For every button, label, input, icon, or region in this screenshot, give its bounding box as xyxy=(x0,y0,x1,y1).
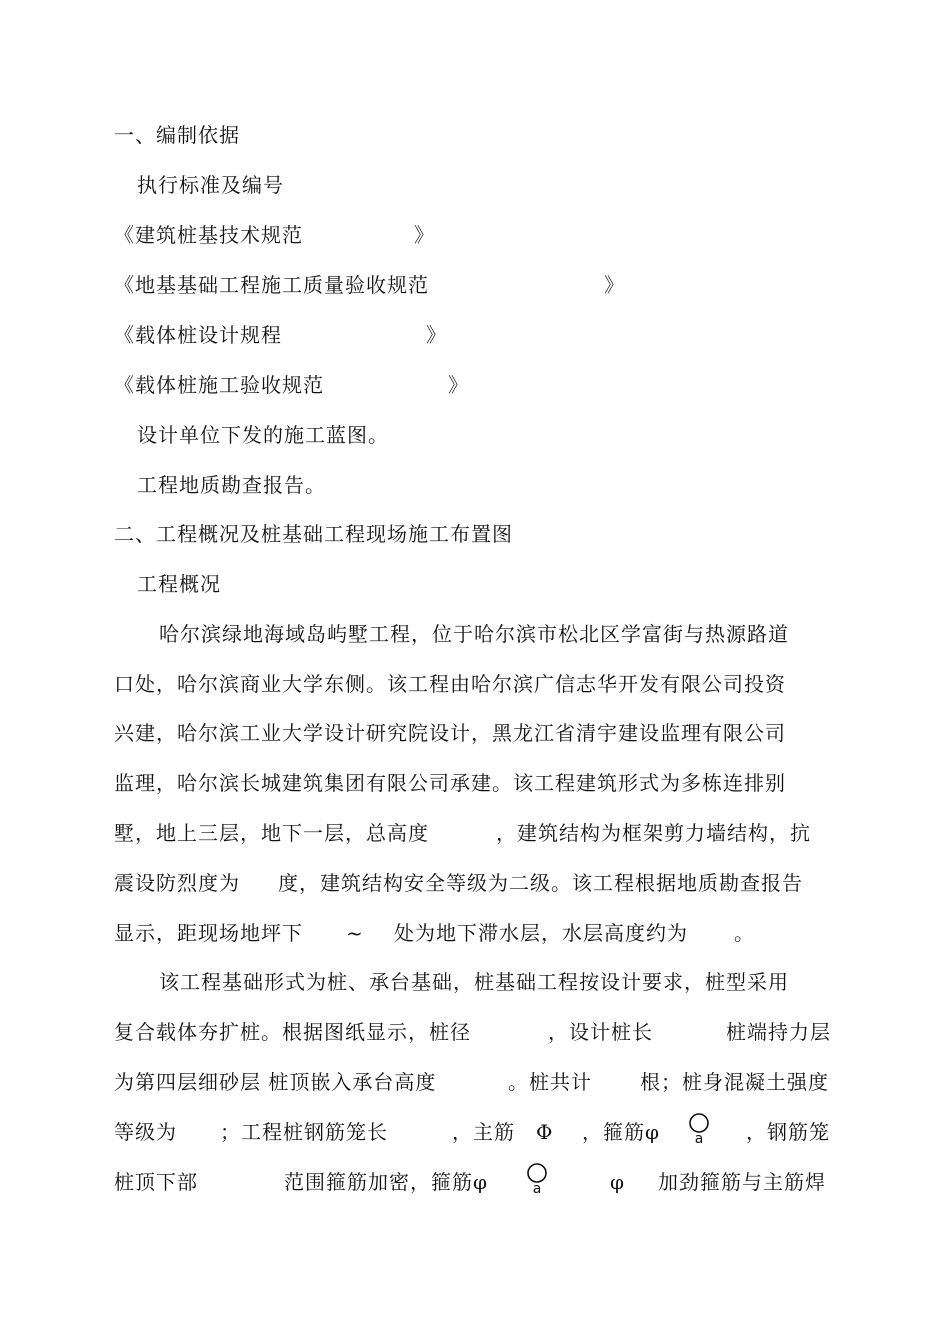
paragraph2-line: 等级为 xyxy=(114,1120,177,1144)
paragraph2-line: 加劲箍筋与主筋焊 xyxy=(658,1170,826,1194)
paragraph1-line: ，建筑结构为框架剪力墙结构，抗 xyxy=(496,821,811,845)
item-blueprint: 设计单位下发的施工蓝图。 xyxy=(137,423,389,447)
paragraph2-line: 。桩共计 xyxy=(508,1070,592,1094)
rebar-grade-icon xyxy=(524,1162,550,1196)
paragraph2-line: 复合载体夯扩桩。根据图纸显示，桩径 xyxy=(114,1020,471,1044)
paragraph2-line: 范围箍筋加密，箍筋φ xyxy=(284,1170,489,1194)
paragraph2-line: 为第四层细砂层 桩顶嵌入承台高度 xyxy=(114,1070,437,1094)
paragraph2-line: ，钢筋笼 xyxy=(746,1120,830,1144)
ref-close-quote: 》 xyxy=(414,223,434,247)
overview-title: 工程概况 xyxy=(137,572,221,596)
paragraph1-line: 口处，哈尔滨商业大学东侧。该工程由哈尔滨广信志华开发有限公司投资 xyxy=(114,672,786,696)
section1-heading: 一、编制依据 xyxy=(114,123,240,147)
rebar-grade-letter: a xyxy=(532,1181,542,1196)
paragraph2-line: 该工程基础形式为桩、承台基础，桩基础工程按设计要求，桩型采用 xyxy=(159,970,789,994)
rebar-grade-letter: a xyxy=(694,1131,704,1146)
paragraph1-line: 度，建筑结构安全等级为二级。该工程根据地质勘查报告 xyxy=(278,871,803,895)
paragraph2-line: ，设计桩长 xyxy=(548,1020,653,1044)
ref-pile-foundation-code: 《建筑桩基技术规范 xyxy=(114,223,303,247)
ref-close-quote: 》 xyxy=(426,323,446,347)
ref-carrier-pile-design: 《载体桩设计规程 xyxy=(114,323,282,347)
ref-close-quote: 》 xyxy=(604,273,624,297)
paragraph2-line: 桩端持力层 xyxy=(726,1020,831,1044)
rebar-grade-icon xyxy=(686,1112,712,1146)
ref-close-quote: 》 xyxy=(448,373,468,397)
paragraph2-line: 桩顶下部 xyxy=(114,1170,198,1194)
paragraph2-line: ；工程桩钢筋笼长 xyxy=(220,1120,388,1144)
section2-heading: 二、工程概况及桩基础工程现场施工布置图 xyxy=(114,522,513,546)
paragraph2-line: ，主筋 xyxy=(452,1120,515,1144)
paragraph1-line: 震设防烈度为 xyxy=(114,871,240,895)
paragraph2-line: 根；桩身混凝土强度 xyxy=(640,1070,829,1094)
paragraph1-line: 处为地下滞水层，水层高度约为 xyxy=(394,921,688,945)
tilde: ~ xyxy=(346,921,364,945)
paragraph1-line: 显示，距现场地坪下 xyxy=(114,921,303,945)
paragraph1-line: 监理，哈尔滨长城建筑集团有限公司承建。该工程建筑形式为多栋连排别 xyxy=(114,771,786,795)
standards-title: 执行标准及编号 xyxy=(137,173,284,197)
period: 。 xyxy=(734,921,755,945)
paragraph2-line: ，箍筋φ xyxy=(582,1120,661,1144)
ref-foundation-acceptance-code: 《地基基础工程施工质量验收规范 xyxy=(114,273,429,297)
item-geology-report: 工程地质勘查报告。 xyxy=(137,473,326,497)
paragraph1-line: 兴建，哈尔滨工业大学设计研究院设计，黑龙江省清宇建设监理有限公司 xyxy=(114,721,786,745)
bar-diameter-symbol: φ xyxy=(610,1170,626,1194)
paragraph1-line: 哈尔滨绿地海域岛屿墅工程，位于哈尔滨市松北区学富街与热源路道 xyxy=(159,622,789,646)
paragraph1-line: 墅，地上三层，地下一层，总高度 xyxy=(114,821,429,845)
ref-carrier-pile-acceptance: 《载体桩施工验收规范 xyxy=(114,373,324,397)
main-bar-symbol: Φ xyxy=(536,1120,554,1144)
